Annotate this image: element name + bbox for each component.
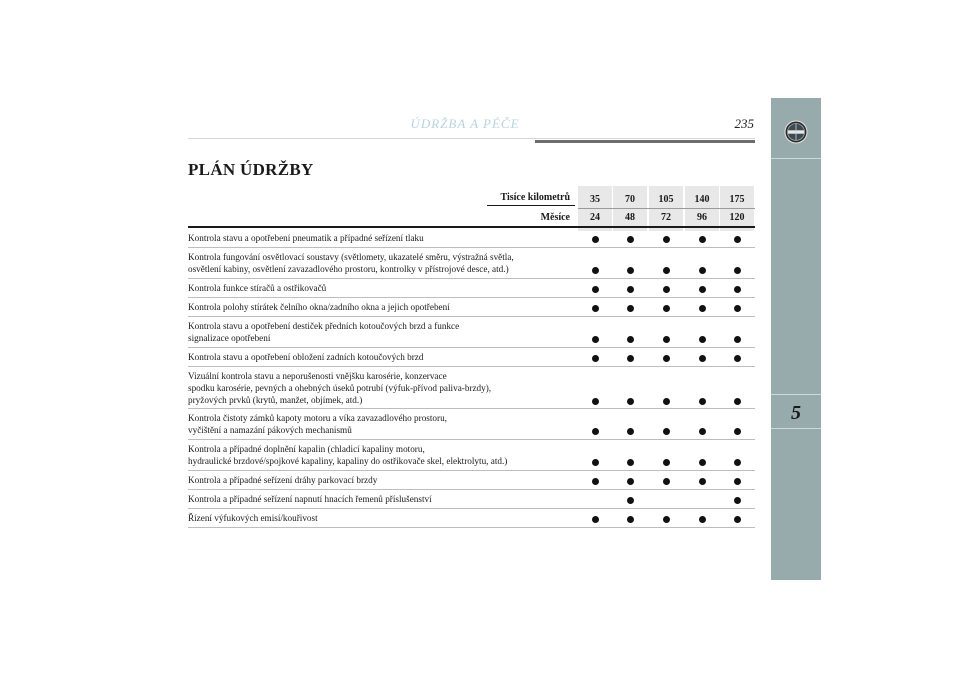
tab-divider <box>771 428 821 429</box>
scheduled-mark-dot <box>663 459 670 466</box>
table-row <box>188 229 755 248</box>
scheduled-mark-dot <box>663 267 670 274</box>
task-text-line: Kontrola stavu a opotřebení obložení zadních kotoučových brzd <box>188 352 424 362</box>
scheduled-mark-dot <box>699 398 706 405</box>
running-header-title: ÚDRŽBA A PÉČE <box>410 116 520 131</box>
maintenance-task <box>188 371 573 406</box>
scheduled-mark-dot <box>592 516 599 523</box>
km-interval-value: 35 <box>590 194 600 205</box>
maintenance-task <box>188 302 573 314</box>
task-text-line: Kontrola fungování osvětlovací soustavy (světlomety, ukazatelé směru, výstražná světla, <box>188 252 514 262</box>
scheduled-mark-dot <box>627 459 634 466</box>
interval-header-divider <box>578 208 755 209</box>
table-row <box>188 509 755 528</box>
month-interval-value: 48 <box>625 212 635 223</box>
scheduled-mark-dot <box>699 516 706 523</box>
scheduled-mark-dot <box>627 516 634 523</box>
table-row <box>188 440 755 471</box>
task-text-line: Kontrola čistoty zámků kapoty motoru a víka zavazadlového prostoru, <box>188 413 447 423</box>
maintenance-task <box>188 475 573 487</box>
page-title: PLÁN ÚDRŽBY <box>188 160 314 179</box>
maintenance-task <box>188 513 573 525</box>
task-text-line: pryžových prvků (krytů, manžet, objímek, atd.) <box>188 394 363 405</box>
task-text-line: vyčištění a namazání pákových mechanismů <box>188 424 352 435</box>
scheduled-mark-dot <box>734 459 741 466</box>
task-text-line: Kontrola a případné seřízení napnutí hnacích řemenů příslušenství <box>188 494 432 504</box>
scheduled-mark-dot <box>699 267 706 274</box>
maintenance-task <box>188 233 573 245</box>
scheduled-mark-dot <box>663 236 670 243</box>
task-text-line: spodku karosérie, pevných a ohebných úseků potrubí (výfuk-přívod paliva-brzdy), <box>188 382 492 393</box>
km-interval-value: 140 <box>694 194 710 205</box>
scheduled-mark-dot <box>627 286 634 293</box>
task-text-line: Řízení výfukových emisí/kouřivost <box>188 513 318 523</box>
scheduled-mark-dot <box>699 336 706 343</box>
scheduled-mark-dot <box>627 355 634 362</box>
month-interval-value: 24 <box>590 212 600 223</box>
scheduled-mark-dot <box>734 398 741 405</box>
task-text-line: Kontrola a případné doplnění kapalin (chladicí kapaliny motoru, <box>188 444 425 454</box>
scheduled-mark-dot <box>627 236 634 243</box>
scheduled-mark-dot <box>663 398 670 405</box>
maintenance-task <box>188 283 573 295</box>
table-row <box>188 279 755 298</box>
task-text-line: osvětlení kabiny, osvětlení zavazadlového prostoru, kontrolky v přístrojové desce, atd.) <box>188 263 509 274</box>
tab-logo-box <box>771 98 821 158</box>
table-row <box>188 471 755 490</box>
scheduled-mark-dot <box>592 398 599 405</box>
header-accent-rule <box>535 140 755 143</box>
maintenance-task <box>188 494 573 506</box>
scheduled-mark-dot <box>663 305 670 312</box>
table-row <box>188 248 755 279</box>
chapter-number: 5 <box>791 402 801 424</box>
scheduled-mark-dot <box>734 428 741 435</box>
scheduled-mark-dot <box>592 286 599 293</box>
scheduled-mark-dot <box>734 336 741 343</box>
scheduled-mark-dot <box>699 305 706 312</box>
scheduled-mark-dot <box>663 336 670 343</box>
table-row <box>188 317 755 348</box>
scheduled-mark-dot <box>699 428 706 435</box>
km-interval-value: 175 <box>729 194 745 205</box>
scheduled-mark-dot <box>699 459 706 466</box>
maintenance-task <box>188 413 573 437</box>
scheduled-mark-dot <box>627 398 634 405</box>
scheduled-mark-dot <box>699 286 706 293</box>
task-text-line: Kontrola a případné seřízení dráhy parkovací brzdy <box>188 475 378 485</box>
scheduled-mark-dot <box>663 428 670 435</box>
months-label: Měsíce <box>540 212 570 223</box>
scheduled-mark-dot <box>592 355 599 362</box>
maintenance-task <box>188 321 573 345</box>
month-interval-value: 120 <box>729 212 745 223</box>
maintenance-task <box>188 252 573 276</box>
scheduled-mark-dot <box>627 267 634 274</box>
tab-divider <box>771 158 821 159</box>
table-row <box>188 490 755 509</box>
table-row <box>188 348 755 367</box>
scheduled-mark-dot <box>627 497 634 504</box>
task-text-line: Kontrola funkce stíračů a ostřikovačů <box>188 283 327 293</box>
scheduled-mark-dot <box>734 267 741 274</box>
task-text-line: Vizuální kontrola stavu a neporušenosti vnějšku karosérie, konzervace <box>188 371 447 381</box>
scheduled-mark-dot <box>663 478 670 485</box>
scheduled-mark-dot <box>592 267 599 274</box>
km-label: Tisíce kilometrů <box>500 192 570 203</box>
scheduled-mark-dot <box>592 305 599 312</box>
scheduled-mark-dot <box>734 355 741 362</box>
month-interval-value: 96 <box>697 212 707 223</box>
header-bottom-rule <box>188 226 755 228</box>
scheduled-mark-dot <box>734 497 741 504</box>
scheduled-mark-dot <box>663 286 670 293</box>
page-number: 235 <box>734 116 754 131</box>
task-text-line: Kontrola stavu a opotřebení pneumatik a případné seřízení tlaku <box>188 233 424 243</box>
task-text-line: Kontrola stavu a opotřebení destiček předních kotoučových brzd a funkce <box>188 321 460 331</box>
scheduled-mark-dot <box>699 478 706 485</box>
month-interval-value: 72 <box>661 212 671 223</box>
scheduled-mark-dot <box>734 478 741 485</box>
scheduled-mark-dot <box>734 236 741 243</box>
scheduled-mark-dot <box>627 428 634 435</box>
scheduled-mark-dot <box>627 305 634 312</box>
task-text-line: hydraulické brzdové/spojkové kapaliny, kapaliny do ostřikovače skel, elektrolytu, atd.) <box>188 455 508 466</box>
maintenance-task <box>188 444 573 468</box>
km-interval-value: 105 <box>658 194 674 205</box>
lancia-shield-icon <box>784 120 808 144</box>
km-interval-value: 70 <box>625 194 635 205</box>
task-text-line: Kontrola polohy stírátek čelního okna/zadního okna a jejich opotřebení <box>188 302 450 312</box>
scheduled-mark-dot <box>592 459 599 466</box>
table-row <box>188 367 755 409</box>
scheduled-mark-dot <box>663 355 670 362</box>
chapter-tab-strip <box>771 98 821 580</box>
scheduled-mark-dot <box>592 478 599 485</box>
table-row <box>188 298 755 317</box>
table-row <box>188 409 755 440</box>
scheduled-mark-dot <box>734 305 741 312</box>
scheduled-mark-dot <box>592 428 599 435</box>
scheduled-mark-dot <box>627 336 634 343</box>
scheduled-mark-dot <box>734 516 741 523</box>
tab-divider <box>771 394 821 395</box>
maintenance-task <box>188 352 573 364</box>
header-rule <box>188 138 755 139</box>
scheduled-mark-dot <box>734 286 741 293</box>
km-label-rule <box>487 205 575 206</box>
scheduled-mark-dot <box>699 355 706 362</box>
scheduled-mark-dot <box>663 516 670 523</box>
scheduled-mark-dot <box>592 236 599 243</box>
scheduled-mark-dot <box>592 336 599 343</box>
task-text-line: signalizace opotřebení <box>188 332 271 343</box>
scheduled-mark-dot <box>627 478 634 485</box>
scheduled-mark-dot <box>699 236 706 243</box>
